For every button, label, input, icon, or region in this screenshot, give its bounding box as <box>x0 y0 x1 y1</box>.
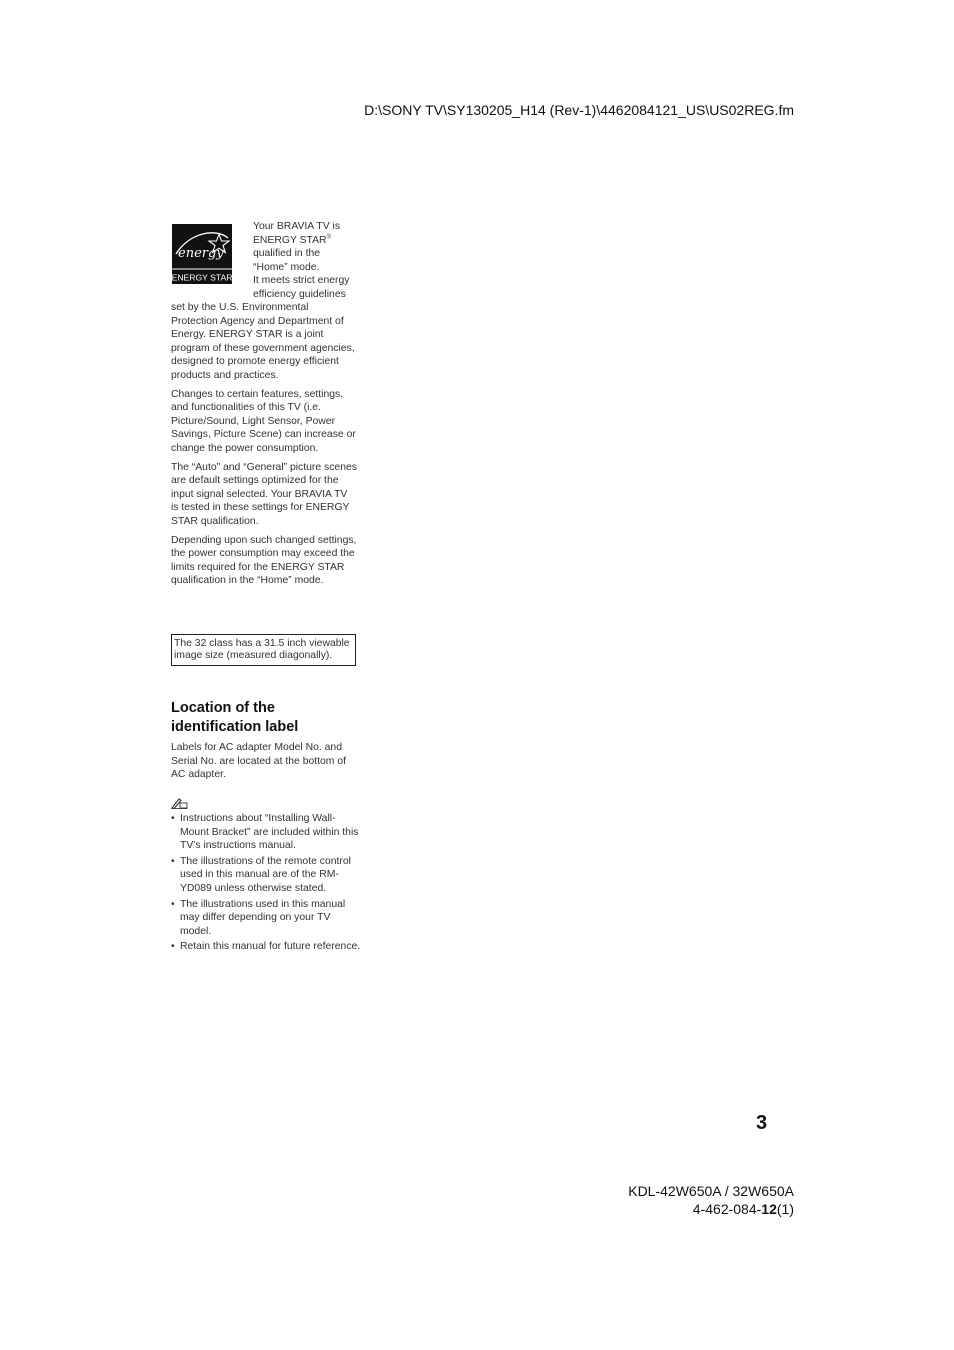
notes-list <box>171 812 361 956</box>
energy-star-logo <box>172 224 232 284</box>
model-footer <box>628 1182 794 1218</box>
section-heading: Location of the identification label <box>171 700 299 735</box>
model-numbers: KDL-42W650A / 32W650A <box>628 1183 794 1199</box>
page-number: 3 <box>756 1112 768 1134</box>
paragraph-epa: set by the U.S. Environmental Protection Agency and Department of Energy. ENERGY STAR is a joint program of these government agencies, designed to promote energy efficient products and practices. <box>171 302 355 381</box>
paragraph-auto-general: The “Auto” and “General” picture scenes are default settings optimized for the input signal selected. Your BRAVIA TV is tested in these settings for ENERGY STAR qualification. <box>171 461 357 527</box>
energy-star-icon <box>172 224 232 284</box>
energy-star-body <box>171 301 357 593</box>
file-path-header: D:\SONY TV\SY130205_H14 (Rev-1)\4462084121_US\US02REG.fm <box>364 102 794 118</box>
paragraph-consumption: Depending upon such changed settings, the power consumption may exceed the limits required for the ENERGY STAR qualification in the “Home” mode. <box>171 534 357 587</box>
list-item: • The illustrations of the remote control used in this manual are of the RM-YD089 unless otherwise stated. <box>171 855 361 896</box>
list-item: • Instructions about “Installing Wall-Mount Bracket” are included within this TV’s instructions manual. <box>171 812 361 853</box>
part-number: 4-462-084-12(1) <box>692 1201 794 1217</box>
screen-size-note-box: The 32 class has a 31.5 inch viewable image size (measured diagonally). <box>171 634 356 666</box>
list-item: • The illustrations used in this manual may differ depending on your TV model. <box>171 898 361 939</box>
svg-text:ENERGY STAR: ENERGY STAR <box>172 272 232 283</box>
svg-text:energy: energy <box>178 246 224 261</box>
paragraph-changes: Changes to certain features, settings, and functionalities of this TV (i.e. Picture/Sound, Light Sensor, Power Savings, Picture Scene) can increase or change the power consumption. <box>171 388 356 454</box>
list-item: • Retain this manual for future reference. <box>171 940 361 954</box>
identification-label-body: Labels for AC adapter Model No. and Serial No. are located at the bottom of AC adapter. <box>171 742 347 781</box>
energy-star-intro: Your BRAVIA TV is ENERGY STAR® qualified in the “Home” mode. It meets strict energy efficiency guidelines <box>253 221 350 300</box>
